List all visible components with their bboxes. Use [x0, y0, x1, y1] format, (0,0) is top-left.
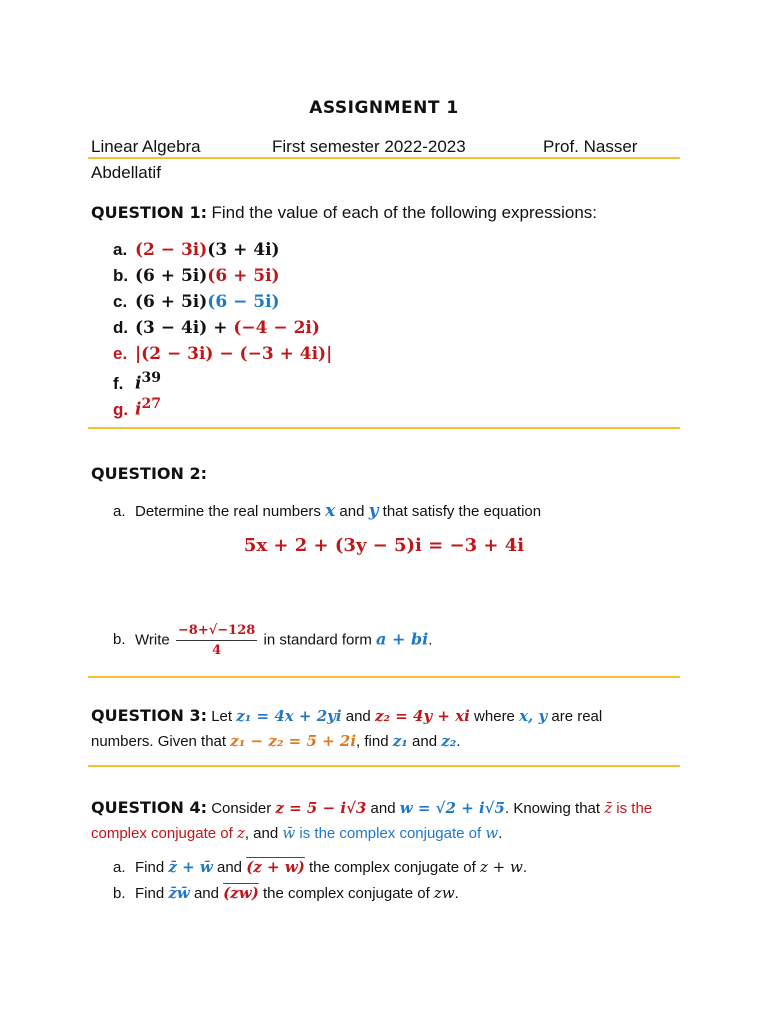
q2-fraction: $\frac{-8+√-128}{4}$ [177, 623, 256, 658]
q1-item-f: f. $i^{39}$ [113, 370, 161, 394]
question-1-text: Find the value of each of the following expressions: [211, 203, 598, 222]
header-divider [88, 157, 680, 159]
q3-line-2: numbers. Given that z₁ − z₂ = 5 + 2i, find z₁ and z₂. [91, 732, 461, 750]
q1-item-b: b. (6 + 5i)(6 + 5i) [113, 266, 280, 286]
question-1-heading [91, 203, 597, 223]
assignment-title: ASSIGNMENT 1 [309, 98, 459, 118]
semester: First semester 2022-2023 [272, 137, 466, 156]
q4-line-1: QUESTION 4: Consider z = 5 − i√3 and w = √2 + i√5. Knowing that z̄ is the [91, 798, 653, 817]
q2-divider [88, 676, 680, 678]
q2-part-a: a. Determine the real numbers x and y that satisfy the equation [113, 501, 542, 521]
q1-divider [88, 427, 680, 429]
q1-item-c: c. (6 + 5i)(6 − 5i) [113, 292, 280, 312]
professor-name: Prof. Nasser [543, 137, 638, 156]
q1-item-a: a. (2 − 3i)(3 + 4i) [113, 240, 280, 260]
question-2-label: QUESTION 2: [91, 464, 208, 483]
q4-part-b: b. Find z̄w̄ and (zw) the complex conjugate of zw. [113, 884, 459, 902]
question-1-label: QUESTION 1: [91, 203, 208, 222]
q4-part-a: a. Find z̄ + w̄ and (z + w) the complex conjugate of z + w. [113, 858, 527, 876]
q1-item-g: g. $i^{27}$ [113, 396, 161, 420]
q2-part-b: b. Write $\frac{-8+√-128}{4}$ in standard form a + bi. [113, 623, 433, 658]
course-name: Linear Algebra [91, 137, 201, 156]
q3-line-1: QUESTION 3: Let z₁ = 4x + 2yi and z₂ = 4y + xi where x, y are real [91, 706, 603, 725]
q3-divider [88, 765, 680, 767]
q1-item-d: d. (3 − 4i) + (−4 − 2i) [113, 318, 320, 338]
q2-equation: 5x + 2 + (3y − 5)i = −3 + 4i [243, 535, 525, 556]
q4-line-2: complex conjugate of z, and w̄ is the complex conjugate of w. [91, 824, 503, 842]
q1-item-e: e. |(2 − 3i) − (−3 + 4i)| [113, 344, 333, 364]
professor-surname: Abdellatif [91, 163, 161, 182]
